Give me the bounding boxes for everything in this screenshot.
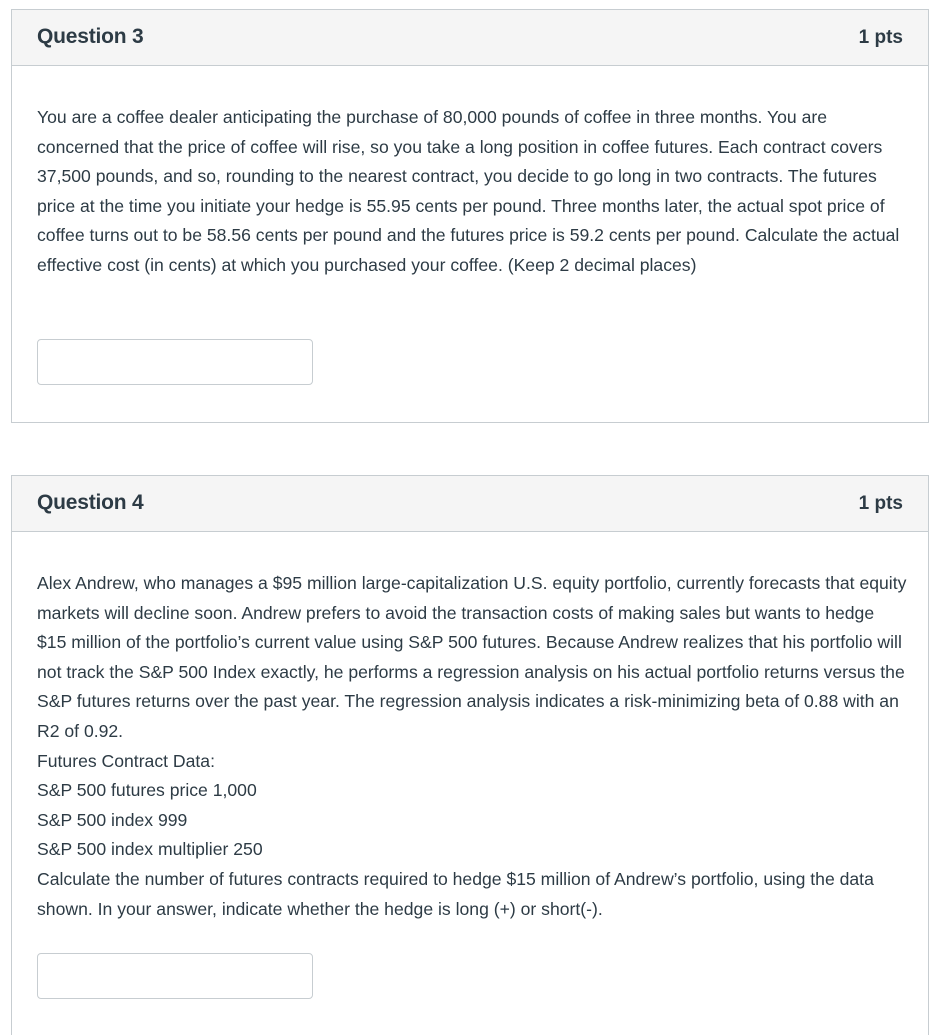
question-3-points: 1 pts (858, 27, 903, 48)
question-4-data-multiplier: S&P 500 index multiplier 250 (37, 839, 263, 860)
question-4-title: Question 4 (37, 491, 144, 514)
question-4-header (12, 476, 928, 532)
question-4-paragraph-intro: Alex Andrew, who manages a $95 million large-capitalization U.S. equity portfolio, currently forecasts that equity markets will decline soon. Andrew prefers to avoid the transaction costs of making sales but wants to hedge $15 million of the portfolio’s current value using S&P 500 futures. Because Andrew realizes that his portfolio will not track the S&P 500 Index exactly, he performs a regression analysis on his actual portfolio returns versus the S&P futures returns over the past year. The regression analysis indicates a risk-minimizing beta of 0.88 with an R2 of 0.92. (37, 573, 907, 741)
question-4-card (11, 475, 929, 1035)
question-4-paragraph-task: Calculate the number of futures contracts required to hedge $15 million of Andrew’s portfolio, using the data shown. In your answer, indicate whether the hedge is long (+) or short(-). (37, 868, 874, 919)
question-3-header (12, 10, 928, 66)
question-4-data-index: S&P 500 index 999 (37, 809, 188, 830)
question-4-data-futures-price: S&P 500 futures price 1,000 (37, 780, 257, 801)
question-4-text (37, 569, 908, 924)
question-3-text (37, 103, 908, 281)
question-3-title: Question 3 (37, 25, 144, 48)
question-3-paragraph: You are a coffee dealer anticipating the purchase of 80,000 pounds of coffee in three months. You are concerned that the price of coffee will rise, so you take a long position in coffee futures. Each contract covers 37,500 pounds, and so, rounding to the nearest contract, you decide to go long in two contracts. The futures price at the time you initiate your hedge is 55.95 cents per pound. Three months later, the actual spot price of coffee turns out to be 58.56 cents per pound and the futures price is 59.2 cents per pound. Calculate the actual effective cost (in cents) at which you purchased your coffee. (Keep 2 decimal places) (37, 107, 900, 275)
question-3-card (11, 9, 929, 423)
question-4-points: 1 pts (858, 493, 903, 514)
question-3-answer-input[interactable] (37, 339, 313, 385)
question-4-data-heading: Futures Contract Data: (37, 750, 215, 771)
question-4-answer-input[interactable] (37, 953, 313, 999)
